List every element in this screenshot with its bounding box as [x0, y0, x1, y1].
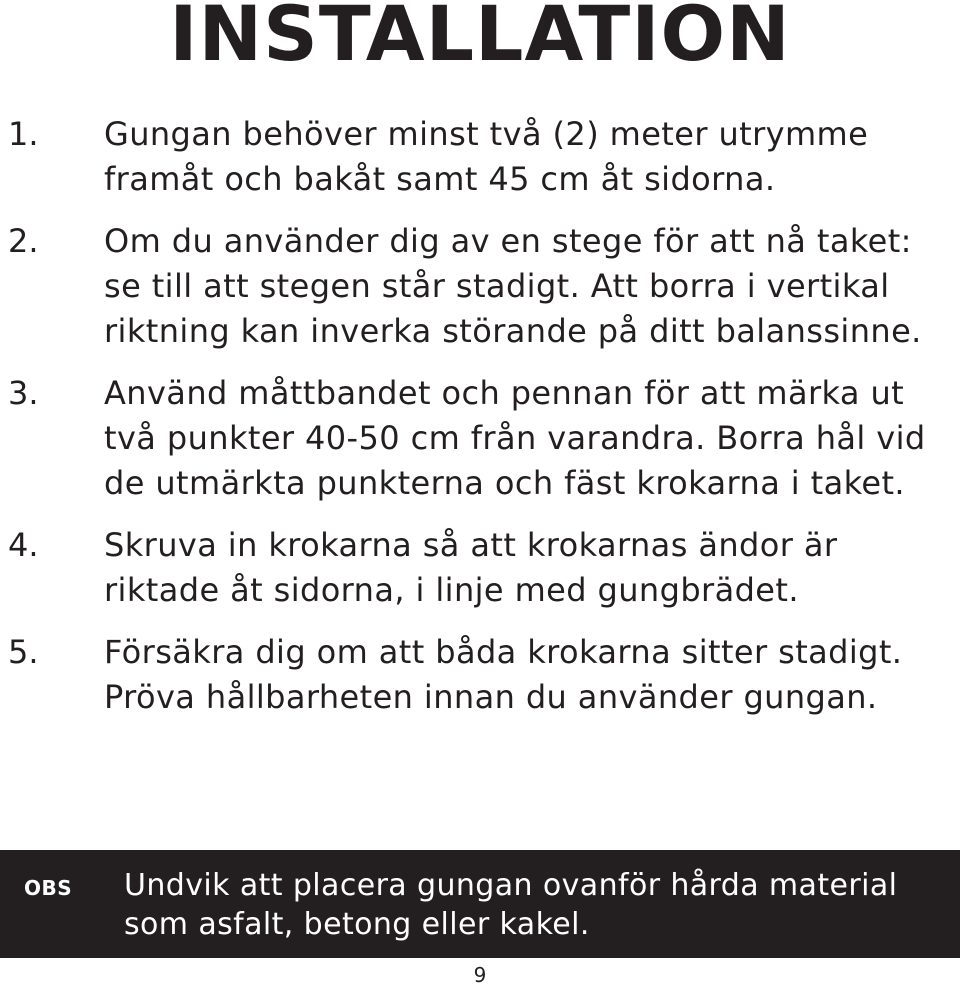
step-item-5 — [0, 630, 960, 720]
step-text: Om du använder dig av en stege för att nå taket: se till att stegen står stadigt. Att borra i vertikal riktning kan inverka störande på ditt balanssinne. — [104, 222, 922, 350]
step-number: 4. — [8, 526, 39, 564]
step-text: Gungan behöver minst två (2) meter utrymme framåt och bakåt samt 45 cm åt sidorna. — [104, 115, 869, 198]
notice-box — [0, 850, 960, 958]
step-text: Skruva in krokarna så att krokarnas ändor är riktade åt sidorna, i linje med gungbrädet. — [104, 526, 838, 609]
step-number: 2. — [8, 222, 39, 260]
step-number: 3. — [8, 374, 39, 412]
step-number: 5. — [8, 633, 39, 671]
step-number: 1. — [8, 115, 39, 153]
step-text: Försäkra dig om att båda krokarna sitter stadigt. Pröva hållbarheten innan du använder gungan. — [104, 633, 903, 716]
notice-label: OBS — [24, 876, 73, 900]
step-item-3 — [0, 371, 960, 506]
step-item-2 — [0, 219, 960, 354]
notice-text: Undvik att placera gungan ovanför hårda material som asfalt, betong eller kakel. — [124, 868, 898, 942]
step-text: Använd måttbandet och pennan för att märka ut två punkter 40-50 cm från varandra. Borra hål vid de utmärkta punkterna och fäst krokarna i taket. — [104, 374, 926, 502]
step-item-4 — [0, 523, 960, 613]
installation-steps — [0, 112, 960, 737]
page-number: 9 — [473, 963, 487, 987]
page-title: INSTALLATION — [169, 0, 791, 78]
step-item-1 — [0, 112, 960, 202]
